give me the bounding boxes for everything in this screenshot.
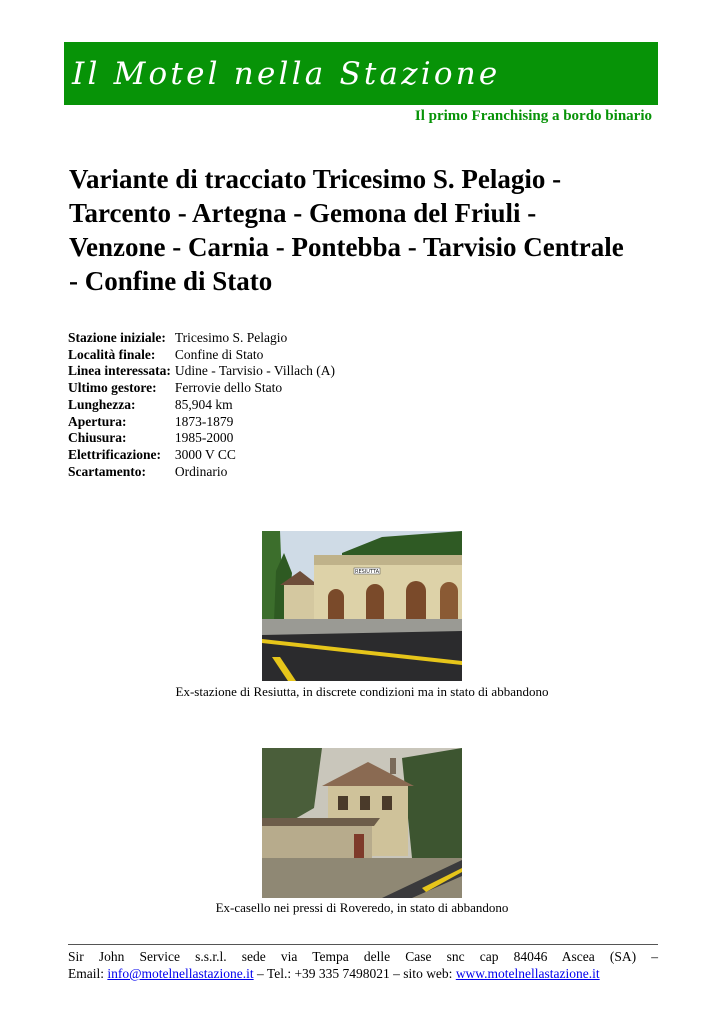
info-label: Scartamento: xyxy=(68,463,146,479)
info-value: 1985-2000 xyxy=(174,430,234,446)
photo-caption: Ex-stazione di Resiutta, in discrete condizioni ma in stato di abbandono xyxy=(175,684,549,699)
footer-contacts xyxy=(68,965,658,982)
photo-resiutta-station xyxy=(262,531,462,681)
info-value: Ordinario xyxy=(174,463,228,479)
info-row-line xyxy=(68,363,335,380)
photo-roveredo-casello xyxy=(262,748,462,898)
footer xyxy=(68,948,658,982)
info-label: Stazione iniziale: xyxy=(68,330,166,345)
info-value: 3000 V CC xyxy=(174,446,236,462)
footer-address: Sir John Service s.s.r.l. sede via Tempa delle Case snc cap 84046 Ascea (SA) – xyxy=(68,949,658,964)
info-value: Tricesimo S. Pelagio xyxy=(174,330,288,345)
casello-illustration xyxy=(262,748,462,898)
info-value: Confine di Stato xyxy=(174,346,264,362)
info-label: Linea interessata: xyxy=(68,363,171,379)
info-label: Elettrificazione: xyxy=(68,446,161,462)
info-value: 1873-1879 xyxy=(174,413,234,429)
info-value: Ferrovie dello Stato xyxy=(174,380,283,396)
info-value: Udine - Tarvisio - Villach (A) xyxy=(174,363,335,379)
email-link[interactable]: info@motelnellastazione.it xyxy=(107,966,254,981)
info-row-closure xyxy=(68,430,335,447)
info-label: Lunghezza: xyxy=(68,396,136,412)
info-row-length xyxy=(68,397,335,414)
brand-title: Il Motel nella Stazione xyxy=(72,55,501,92)
info-row-start-station xyxy=(68,330,335,347)
info-label: Apertura: xyxy=(68,413,127,429)
info-value: 85,904 km xyxy=(174,396,233,412)
document-title: Variante di tracciato Tricesimo S. Pelagio - Tarcento - Artegna - Gemona del Friuli - Venzone - Carnia - Pontebba - Tarvisio Centrale - Confine di Stato xyxy=(69,164,624,296)
footer-email-label: Email: xyxy=(68,966,104,981)
station-illustration xyxy=(262,531,462,681)
footer-phone: – Tel.: +39 335 7498021 – sito web: xyxy=(257,966,453,981)
info-row-opening xyxy=(68,414,335,431)
info-row-gauge xyxy=(68,464,335,481)
station-sign: RESIUTTA xyxy=(355,569,379,575)
info-row-electrification xyxy=(68,447,335,464)
info-label: Chiusura: xyxy=(68,430,127,446)
info-row-end-location xyxy=(68,347,335,364)
info-label: Località finale: xyxy=(68,346,156,362)
tagline: Il primo Franchising a bordo binario xyxy=(414,108,652,124)
info-row-operator xyxy=(68,380,335,397)
line-info-table xyxy=(68,330,335,480)
website-link[interactable]: www.motelnellastazione.it xyxy=(455,966,600,981)
brand-banner xyxy=(64,42,658,105)
footer-divider xyxy=(68,944,658,945)
info-label: Ultimo gestore: xyxy=(68,380,157,396)
photo-caption: Ex-casello nei pressi di Roveredo, in stato di abbandono xyxy=(215,900,509,915)
